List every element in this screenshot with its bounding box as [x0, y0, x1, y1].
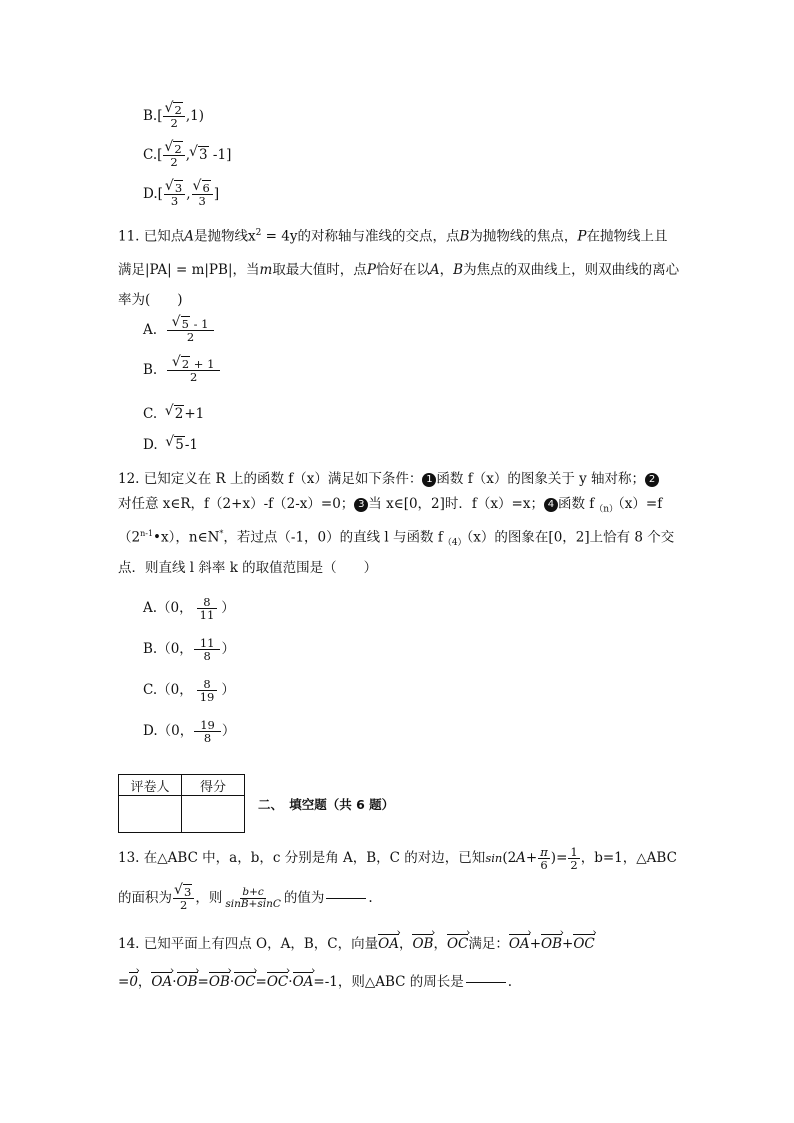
q12-line1	[118, 471, 659, 487]
q12-text: 函数 f	[557, 496, 595, 512]
fraction: $\frac{11}{8}$	[194, 637, 221, 662]
score-table-grader-header: 评卷人	[119, 775, 182, 796]
fraction: $\frac{8}{19}$	[194, 678, 221, 703]
q12-line4	[118, 560, 377, 576]
fraction: $\frac{\pi}{6}$	[540, 845, 548, 873]
paren: ）	[221, 641, 235, 658]
q11-text: 率为( )	[118, 292, 183, 308]
circled-number-4: 4	[544, 498, 558, 512]
option-label: D.	[143, 437, 158, 453]
q13-text: .	[368, 890, 373, 907]
q12-option-d	[143, 719, 235, 744]
q12-text: （2	[118, 529, 141, 546]
fraction: $\frac{b+c}{\sin B+\sin C}$	[225, 886, 281, 911]
q13-text: 的面积为	[118, 890, 172, 907]
q11-text: 是抛物线	[194, 228, 249, 245]
circled-number-1: 1	[422, 473, 436, 487]
q14-text: .	[507, 974, 513, 990]
q10-option-c: C.[ √ $\frac{2}{2}$ ,√ 3 -1]	[143, 143, 231, 168]
option-label: A.（0，	[143, 600, 193, 617]
fraction: √ $\frac{6}{3}$	[192, 182, 213, 207]
score-table-grader-cell	[119, 796, 182, 833]
option-tail: -1	[184, 437, 198, 453]
q11-text: 的对称轴与准线的交点，点	[297, 228, 460, 245]
q11-line1: 11. 已知点A是抛物线$x^2 = 4y$的对称轴与准线的交点，点B为抛物线的焦点，P在抛物线上且	[118, 228, 668, 245]
q12-text: 12. 已知定义在 R 上的函数 f（x）满足如下条件：	[118, 471, 423, 487]
q10-option-b-tail: ,1)	[185, 108, 204, 125]
q12-text: x），n∈N	[161, 529, 220, 546]
fraction: $\frac{8}{11}$	[194, 596, 221, 621]
q12-text: 当 x∈[0，2]时．f（x）=x；	[368, 496, 544, 512]
q11-text: 为抛物线的焦点，	[469, 228, 578, 245]
q11-text: 在抛物线上且	[586, 228, 668, 245]
option-tail: +1	[184, 406, 205, 422]
q11-text: 为焦点的双曲线上，则双曲线的离心	[463, 262, 680, 278]
paren: ）	[221, 723, 236, 740]
q14-text: =-1，则△ABC 的周长是	[313, 974, 464, 990]
fraction: $\frac{1}{2}$	[570, 845, 578, 873]
option-label: D.（0，	[143, 723, 194, 740]
q10-option-d-label: D.[	[143, 186, 163, 203]
fraction: √ $\frac{3}{3}$	[164, 182, 185, 207]
q11-text: 恰好在以	[375, 262, 430, 278]
q12-option-c	[143, 678, 235, 703]
circled-number-2: 2	[645, 473, 659, 487]
q11-line2: 满足|PA| = m|PB|，当m取最大值时，点P恰好在以A，B为焦点的双曲线上，则双曲线的离心	[118, 262, 680, 278]
q12-text: 对任意 x∈R，f（2+x）-f（2-x）=0；	[118, 496, 355, 512]
option-label: B.（0，	[143, 641, 193, 658]
fraction: √ $\frac{2}{2}$	[163, 143, 184, 168]
circled-number-3: 3	[354, 498, 368, 512]
q11-line3	[118, 292, 183, 308]
fraction: $\frac{19}{8}$	[194, 719, 221, 744]
q13-text: ，b=1，△ABC	[580, 850, 677, 867]
paren: ）	[221, 600, 235, 617]
q10-option-b-label: B.[	[143, 108, 163, 125]
score-table-score-header: 得分	[182, 775, 245, 796]
section-heading: 二、 填空题（共 6 题）	[258, 797, 395, 812]
q12-text: 点．则直线 l 斜率 k 的取值范围是（ ）	[118, 560, 378, 576]
q12-line2: 对任意 x∈R，f（2+x）-f（2-x）=0； 3 当 x∈[0，2]时．f（x）=x； 4 函数 $f_{(n)}(x)=f$	[118, 496, 663, 515]
q13-line1: 13. 在△ABC 中，a，b，c 分别是角 A，B，C 的对边，已知sin(2A+ $\frac{\pi}{6}$ )= $\frac{1}{2}$ ，b=1，△ABC	[118, 845, 677, 873]
q10-option-c-tail: -1]	[208, 147, 232, 164]
q13-text: 13. 在△ABC 中，a，b，c 分别是角 A，B，C 的对边，已知	[118, 850, 486, 867]
q10-option-d: D.[ √ $\frac{3}{3}$ , √ $\frac{6}{3}$ ]	[143, 182, 219, 207]
q12-option-a	[143, 596, 235, 621]
fraction: √ $\frac{2 + 1}{2}$	[167, 358, 221, 383]
q13-text: ，则	[195, 890, 223, 907]
q12-text: ，若过点（-1，0）的直线 l 与函数 f	[223, 529, 443, 546]
q13-text: 的值为	[283, 890, 325, 907]
fraction: √ $\frac{2}{2}$	[163, 104, 184, 129]
q11-text: 取最大值时，点	[272, 262, 367, 278]
q11-option-a	[143, 318, 215, 343]
q11-text: 11. 已知点	[118, 228, 185, 245]
q12-line3: （2$^{n-1}$•x），n∈N*，若过点（-1，0）的直线 l 与函数 $f_{(4)}(x)$的图象在[0，2]上恰有 8 个交	[118, 529, 675, 549]
fraction: √ $\frac{5 - 1}{2}$	[167, 318, 215, 343]
q14-text: 满足：	[468, 936, 509, 952]
q11-option-c: C. √ 2+1	[143, 406, 204, 422]
q13-line2	[118, 886, 373, 911]
q14-line2: =› 0，› OA·› OB=› OB·› OC=› OC·› OA=-1，则△ABC 的周长是 .	[118, 970, 512, 990]
q10-option-c-label: C.[	[143, 147, 163, 164]
option-label: A.	[143, 322, 158, 339]
q14-line1: 14. 已知平面上有四点 O，A，B，C，向量› OA，› OB，› OC满足：› OA+› OB+› OC	[118, 932, 595, 952]
q10-option-b	[143, 104, 204, 129]
option-label: B.	[143, 362, 158, 379]
q11-option-b	[143, 358, 221, 383]
q14-text: 14. 已知平面上有四点 O，A，B，C，向量	[118, 936, 379, 952]
answer-blank[interactable]	[326, 898, 366, 899]
option-label: C.（0，	[143, 682, 193, 699]
fraction: √ $\frac{3}{2}$	[173, 886, 194, 911]
score-table	[118, 774, 245, 833]
q14-text: =	[118, 974, 130, 990]
q11-text: 满足|PA| = m|PB|，当	[118, 262, 260, 278]
answer-blank[interactable]	[466, 982, 506, 983]
q12-option-b	[143, 637, 235, 662]
paren: ）	[221, 682, 235, 699]
q12-text: 函数 f（x）的图象关于 y 轴对称；	[436, 471, 646, 487]
q12-text: （x）的图象在[0，2]上恰有 8 个交	[466, 529, 675, 546]
option-label: C.	[143, 406, 158, 422]
score-table-score-cell	[182, 796, 245, 833]
q11-option-d: D. √ 5-1	[143, 437, 198, 453]
q12-text: （x）=f	[618, 496, 663, 512]
